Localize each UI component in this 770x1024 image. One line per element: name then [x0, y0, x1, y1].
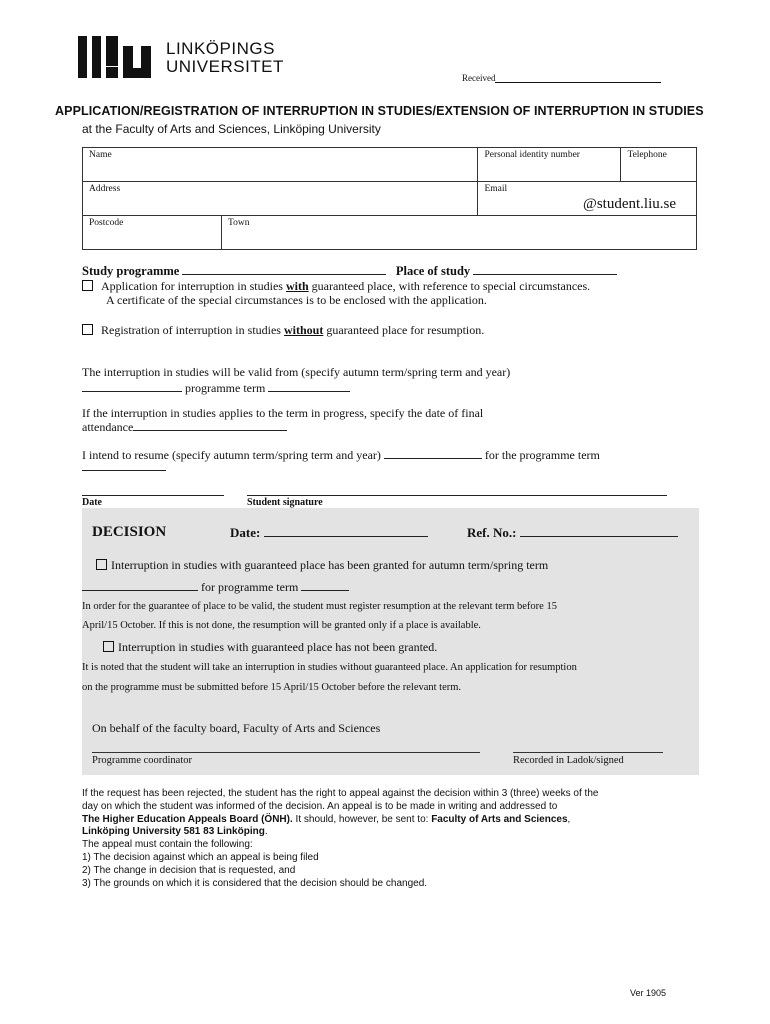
faculty-name: Faculty of Arts and Sciences	[431, 813, 568, 825]
ref-no-label: Ref. No.:	[467, 525, 517, 540]
granted-row	[96, 558, 548, 572]
not-granted-note-2: on the programme must be submitted before 15 April/15 October before the relevant term.	[82, 682, 462, 693]
ladok-label: Recorded in Ladok/signed	[513, 755, 624, 766]
granted-programme-row	[82, 580, 349, 594]
final-attendance-input[interactable]	[133, 430, 287, 431]
liu-logo-icon	[78, 36, 158, 78]
option-with-guaranteed-place	[82, 279, 590, 293]
postcode-label: Postcode	[89, 218, 124, 228]
option1-with: with	[285, 279, 309, 293]
granted-checkbox[interactable]	[96, 559, 107, 570]
resume-text: I intend to resume (specify autumn term/spring term and year)	[82, 448, 381, 462]
address-label: Address	[89, 184, 121, 194]
appeal-item-3: 3) The grounds on which it is considered that the decision should be changed.	[82, 877, 428, 889]
decision-heading: DECISION	[92, 524, 167, 540]
resume-programme-input[interactable]	[82, 470, 166, 471]
option2-without: without	[283, 323, 324, 337]
valid-from-row	[82, 381, 350, 395]
without-guaranteed-place-checkbox[interactable]	[82, 324, 93, 335]
appeal-contain-text: The appeal must contain the following:	[82, 839, 253, 851]
place-of-study-label: Place of study	[395, 264, 471, 278]
footer-line-1: If the request has been rejected, the student has the right to appeal against the decision within 3 (three) weeks of the	[82, 788, 599, 799]
valid-from-text: The interruption in studies will be valid from (specify autumn term/spring term and year)	[82, 365, 511, 379]
granted-programme-input[interactable]	[301, 590, 349, 591]
page-title: APPLICATION/REGISTRATION OF INTERRUPTION IN STUDIES/EXTENSION OF INTERRUPTION IN STUDIES	[55, 104, 704, 118]
board-rest: It should, however, be sent to:	[292, 813, 432, 825]
page-subtitle: at the Faculty of Arts and Sciences, Linköping University	[82, 122, 381, 136]
granted-term-input[interactable]	[82, 590, 198, 591]
ladok-signature-line[interactable]	[513, 752, 663, 753]
name-label: Name	[89, 150, 112, 160]
comma: ,	[567, 813, 571, 825]
place-of-study-input[interactable]	[473, 274, 617, 275]
address-field[interactable]	[83, 182, 478, 216]
decision-date-label: Date:	[230, 525, 261, 540]
appeal-item-2: 2) The change in decision that is requested, and	[82, 864, 296, 876]
resume-term-input[interactable]	[384, 458, 482, 459]
not-granted-row	[103, 640, 437, 654]
with-guaranteed-place-checkbox[interactable]	[82, 280, 93, 291]
town-field[interactable]	[222, 216, 697, 250]
university-address: Linköping University 581 83 Linköping	[82, 826, 265, 838]
appeals-board: The Higher Education Appeals Board (ÖNH).	[82, 813, 293, 825]
email-field[interactable]	[478, 182, 697, 216]
attendance-label: attendance	[82, 420, 134, 434]
granted-text: Interruption in studies with guaranteed place has been granted for autumn term/spring term	[111, 558, 549, 572]
option-without-guaranteed-place	[82, 323, 484, 337]
granted-note-2: April/15 October. If this is not done, the resumption will be granted only if a place is available.	[82, 620, 481, 631]
name-field[interactable]	[83, 148, 478, 182]
logo-wordmark	[166, 40, 284, 76]
on-behalf-text: On behalf of the faculty board, Faculty of Arts and Sciences	[92, 721, 381, 735]
student-signature-label: Student signature	[247, 497, 323, 508]
option2-text-b: guaranteed place for resumption.	[323, 323, 485, 337]
footer-line-3	[82, 814, 598, 827]
term-in-progress-text: If the interruption in studies applies to the term in progress, specify the date of final	[82, 406, 484, 420]
logo-line-2: UNIVERSITET	[166, 57, 284, 76]
study-programme-label: Study programme	[82, 264, 180, 278]
footer-line-4	[82, 826, 598, 839]
date-label: Date	[82, 497, 102, 508]
telephone-field[interactable]	[621, 148, 697, 182]
received-line	[495, 73, 661, 83]
not-granted-checkbox[interactable]	[103, 641, 114, 652]
study-programme-row	[82, 264, 617, 278]
appeal-item-1: 1) The decision against which an appeal is being filed	[82, 851, 319, 863]
email-label: Email	[484, 184, 508, 194]
resume-row	[82, 448, 600, 462]
decision-date-input[interactable]	[264, 536, 428, 537]
pin-field[interactable]	[478, 148, 621, 182]
not-granted-note-1: It is noted that the student will take an interruption in studies without guaranteed place. An application for resumption	[82, 662, 577, 673]
version-label: Ver 1905	[630, 988, 667, 998]
granted-note-1: In order for the guarantee of place to be valid, the student must register resumption at the relevant term before 15	[82, 601, 557, 612]
ref-no-input[interactable]	[520, 536, 678, 537]
programme-term-input[interactable]	[268, 391, 350, 392]
decision-date-row	[230, 525, 428, 541]
resume-suffix: for the programme term	[484, 448, 600, 462]
applicant-info-table	[82, 147, 697, 250]
appeal-information	[82, 788, 598, 890]
option2-text-a: Registration of interruption in studies	[101, 323, 284, 337]
period: .	[264, 826, 268, 838]
option1-line2: A certificate of the special circumstances is to be enclosed with the application.	[106, 293, 487, 307]
programme-term-label: programme term	[185, 381, 266, 395]
not-granted-text: Interruption in studies with guaranteed place has not been granted.	[118, 640, 438, 654]
student-signature-line[interactable]	[247, 495, 667, 496]
coordinator-label: Programme coordinator	[92, 755, 193, 766]
town-label: Town	[228, 218, 250, 228]
received-field[interactable]	[462, 73, 661, 83]
option1-text-a: Application for interruption in studies	[101, 279, 286, 293]
received-label: Received	[462, 73, 496, 83]
date-line[interactable]	[82, 495, 224, 496]
postcode-field[interactable]	[83, 216, 222, 250]
telephone-label: Telephone	[627, 150, 667, 160]
email-domain: @student.liu.se	[583, 196, 676, 212]
option1-text-b: guaranteed place, with reference to special circumstances.	[308, 279, 591, 293]
valid-from-input[interactable]	[82, 391, 182, 392]
logo-line-1: LINKÖPINGS	[166, 39, 275, 58]
ref-no-row	[467, 525, 678, 541]
final-attendance-row	[82, 420, 287, 434]
footer-line-2: day on which the student was informed of the decision. An appeal is to be made in writing and addressed to	[82, 800, 558, 812]
granted-programme-label: for programme term	[201, 580, 299, 594]
pin-label: Personal identity number	[484, 150, 580, 160]
coordinator-signature-line[interactable]	[92, 752, 480, 753]
study-programme-input[interactable]	[182, 274, 386, 275]
